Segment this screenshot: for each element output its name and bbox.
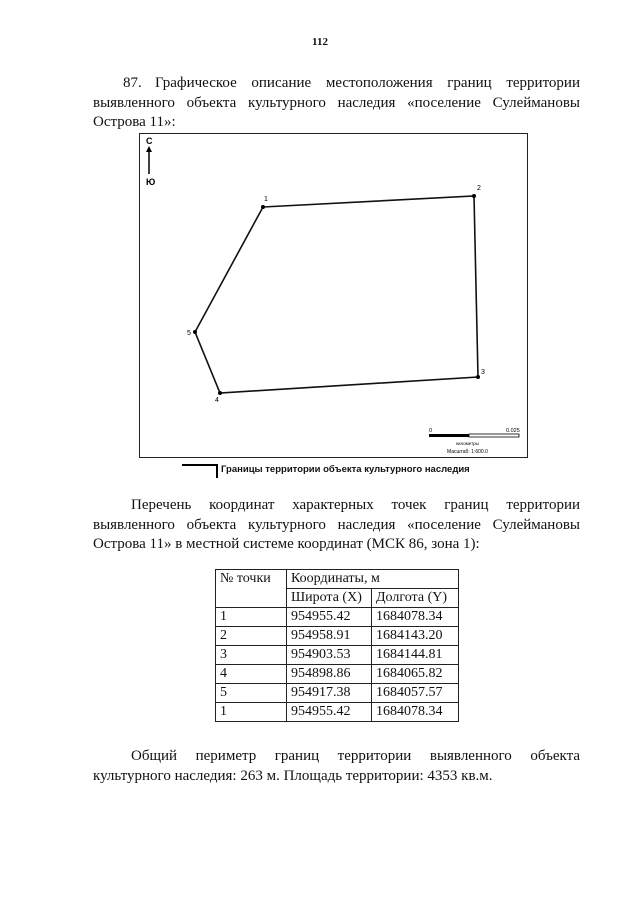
boundary-map	[139, 133, 528, 458]
map-drawing	[140, 134, 527, 457]
legend-boundary-line-icon	[182, 464, 218, 478]
table-row	[216, 608, 459, 627]
cell-point: 1	[216, 703, 287, 722]
table-header-row	[216, 570, 459, 589]
coordinates-table	[215, 569, 459, 722]
section-heading	[93, 74, 580, 133]
cell-longitude: 1684057.57	[372, 684, 459, 703]
boundary-point-2	[472, 194, 476, 198]
coords-intro-paragraph	[93, 496, 580, 555]
section-heading-rest: выявленного объекта культурного наследия «поселение Сулеймановы Острова 11»:	[93, 94, 580, 130]
cell-latitude: 954955.42	[287, 608, 372, 627]
table-row	[216, 646, 459, 665]
section-number: 87.	[123, 75, 142, 91]
boundary-polygon	[195, 196, 478, 393]
boundary-point-1	[261, 205, 265, 209]
header-point-number: № точки	[216, 570, 287, 608]
cell-point: 3	[216, 646, 287, 665]
south-label: Ю	[146, 177, 156, 187]
cell-point: 1	[216, 608, 287, 627]
boundary-point-3	[476, 375, 480, 379]
north-arrow-head-icon	[146, 146, 152, 152]
cell-longitude: 1684144.81	[372, 646, 459, 665]
summary-text: Общий периметр границ территории выявленного объекта культурного наследия: 263 м. Площадь территории: 4353 кв.м.	[93, 748, 580, 784]
header-longitude: Долгота (Y)	[372, 589, 459, 608]
table-row	[216, 684, 459, 703]
legend-label: Границы территории объекта культурного наследия	[221, 463, 470, 475]
scale-bar-segment-light	[469, 434, 519, 437]
boundary-point-4	[218, 391, 222, 395]
coords-intro-text: Перечень координат характерных точек границ территории выявленного объекта культурного наследия «поселение Сулеймановы Острова 11» в местной системе координат (МСК 86, зона 1):	[93, 497, 580, 552]
table-row	[216, 627, 459, 646]
cell-latitude: 954898.86	[287, 665, 372, 684]
cell-longitude: 1684065.82	[372, 665, 459, 684]
scale-start-label: 0	[429, 428, 433, 434]
cell-longitude: 1684078.34	[372, 608, 459, 627]
cell-point: 4	[216, 665, 287, 684]
table-row	[216, 703, 459, 722]
cell-latitude: 954903.53	[287, 646, 372, 665]
header-coordinates: Координаты, м	[287, 570, 459, 589]
table-row	[216, 665, 459, 684]
cell-longitude: 1684143.20	[372, 627, 459, 646]
north-label: С	[146, 136, 153, 146]
cell-latitude: 954958.91	[287, 627, 372, 646]
map-legend	[182, 461, 470, 477]
cell-longitude: 1684078.34	[372, 703, 459, 722]
point-label-2: 2	[477, 185, 481, 192]
summary-paragraph	[93, 747, 580, 786]
cell-latitude: 954917.38	[287, 684, 372, 703]
header-latitude: Широта (X)	[287, 589, 372, 608]
scale-text: Масштаб: 1:600.0	[447, 449, 488, 455]
point-label-4: 4	[215, 397, 219, 404]
cell-point: 2	[216, 627, 287, 646]
boundary-point-5	[193, 330, 197, 334]
cell-latitude: 954955.42	[287, 703, 372, 722]
point-label-1: 1	[264, 196, 268, 203]
section-heading-line1: Графическое описание местоположения границ территории	[155, 75, 580, 91]
cell-point: 5	[216, 684, 287, 703]
scale-units-label: километры	[456, 441, 479, 446]
point-label-3: 3	[481, 369, 485, 376]
scale-bar-segment-dark	[429, 434, 469, 437]
page-number: 112	[312, 36, 328, 48]
point-label-5: 5	[187, 330, 191, 337]
scale-end-label: 0.025	[506, 428, 520, 434]
